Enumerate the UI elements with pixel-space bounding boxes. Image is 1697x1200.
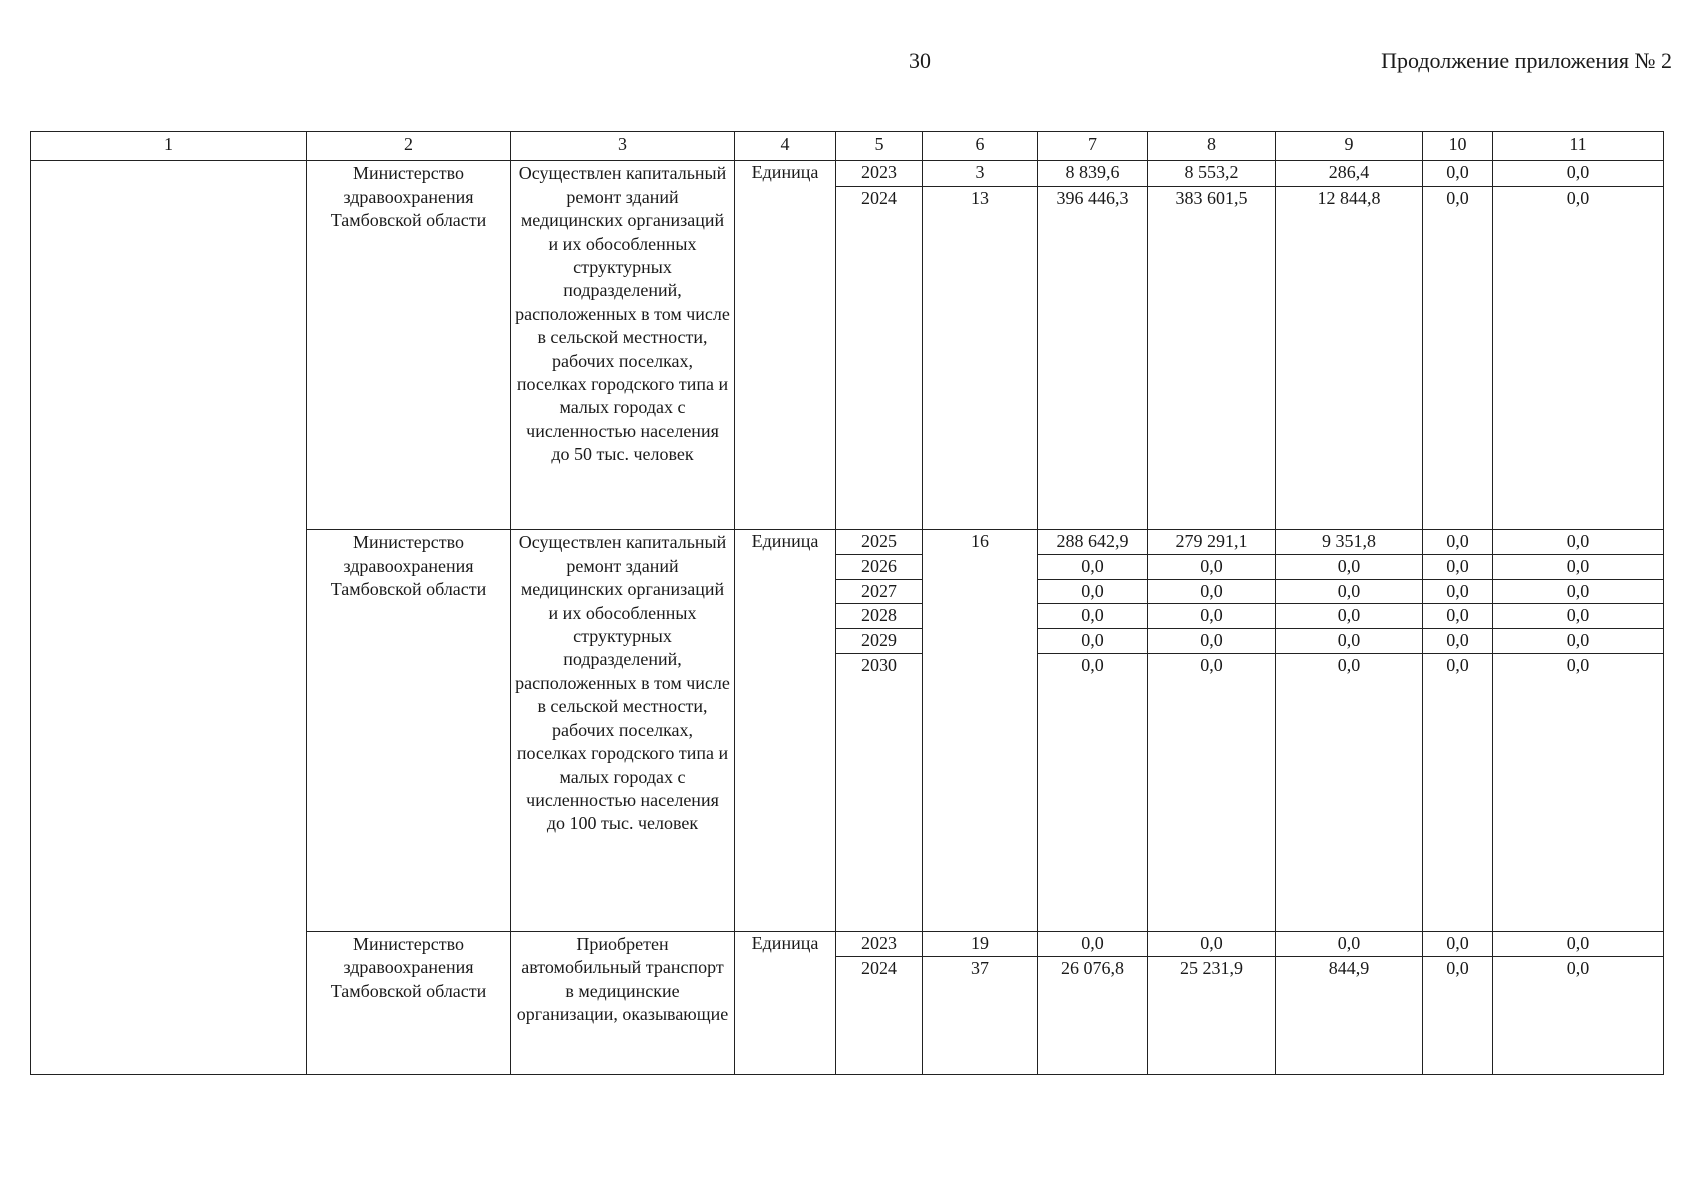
- value-cell-7: 0,0: [1038, 629, 1148, 654]
- count-cell: 37: [923, 956, 1038, 1074]
- year-cell: 2026: [836, 555, 923, 580]
- ministry-cell: Министерство здравоохранения Тамбовской области: [307, 931, 511, 1074]
- header-row: [31, 132, 1664, 161]
- value-cell-7: 8 839,6: [1038, 161, 1148, 186]
- value-cell-9: 0,0: [1276, 604, 1423, 629]
- value-cell-9: 0,0: [1276, 579, 1423, 604]
- header-cell: 2: [307, 132, 511, 161]
- value-cell-11: 0,0: [1493, 629, 1664, 654]
- value-cell-8: 0,0: [1148, 579, 1276, 604]
- value-cell-9: 286,4: [1276, 161, 1423, 186]
- value-cell-10: 0,0: [1423, 161, 1493, 186]
- header-cell: 11: [1493, 132, 1664, 161]
- header-cell: 8: [1148, 132, 1276, 161]
- value-cell-11: 0,0: [1493, 931, 1664, 956]
- header-cell: 9: [1276, 132, 1423, 161]
- page-number: 30: [909, 48, 931, 73]
- value-cell-11: 0,0: [1493, 530, 1664, 555]
- year-cell: 2030: [836, 653, 923, 931]
- value-cell-7: 0,0: [1038, 579, 1148, 604]
- header-cell: 3: [511, 132, 735, 161]
- value-cell-11: 0,0: [1493, 161, 1664, 186]
- ministry-cell: Министерство здравоохранения Тамбовской области: [307, 530, 511, 931]
- year-cell: 2024: [836, 186, 923, 530]
- value-cell-11: 0,0: [1493, 653, 1664, 931]
- unit-cell: Единица: [735, 931, 836, 1074]
- count-cell: 16: [923, 530, 1038, 931]
- count-cell: 3: [923, 161, 1038, 186]
- year-cell: 2023: [836, 161, 923, 186]
- value-cell-8: 0,0: [1148, 604, 1276, 629]
- value-cell-9: 0,0: [1276, 931, 1423, 956]
- value-cell-10: 0,0: [1423, 956, 1493, 1074]
- year-cell: 2028: [836, 604, 923, 629]
- value-cell-10: 0,0: [1423, 186, 1493, 530]
- appendix-table: [30, 131, 1664, 1075]
- year-cell: 2027: [836, 579, 923, 604]
- value-cell-8: 383 601,5: [1148, 186, 1276, 530]
- value-cell-9: 0,0: [1276, 555, 1423, 580]
- count-cell: 13: [923, 186, 1038, 530]
- header-cell: 4: [735, 132, 836, 161]
- header-cell: 6: [923, 132, 1038, 161]
- value-cell-9: 9 351,8: [1276, 530, 1423, 555]
- value-cell-8: 0,0: [1148, 629, 1276, 654]
- value-cell-7: 0,0: [1038, 653, 1148, 931]
- table-row: [31, 161, 1664, 186]
- value-cell-7: 0,0: [1038, 604, 1148, 629]
- value-cell-9: 12 844,8: [1276, 186, 1423, 530]
- value-cell-8: 0,0: [1148, 931, 1276, 956]
- unit-cell: Единица: [735, 161, 836, 530]
- description-cell: Приобретен автомобильный транспорт в медицинские организации, оказывающие: [511, 931, 735, 1074]
- count-cell: 19: [923, 931, 1038, 956]
- value-cell-7: 0,0: [1038, 555, 1148, 580]
- value-cell-9: 0,0: [1276, 629, 1423, 654]
- year-cell: 2024: [836, 956, 923, 1074]
- description-cell: Осуществлен капитальный ремонт зданий медицинских организаций и их обособленных структурных подразделений, расположенных в том числе в сельской местности, рабочих поселках, поселках городского типа и малых городах с численностью населения до 50 тыс. человек: [511, 161, 735, 530]
- value-cell-7: 0,0: [1038, 931, 1148, 956]
- value-cell-9: 844,9: [1276, 956, 1423, 1074]
- value-cell-11: 0,0: [1493, 604, 1664, 629]
- value-cell-10: 0,0: [1423, 931, 1493, 956]
- value-cell-10: 0,0: [1423, 653, 1493, 931]
- value-cell-10: 0,0: [1423, 579, 1493, 604]
- header-cell: 1: [31, 132, 307, 161]
- unit-cell: Единица: [735, 530, 836, 931]
- column-1-cell: [31, 161, 307, 1075]
- year-cell: 2025: [836, 530, 923, 555]
- value-cell-8: 25 231,9: [1148, 956, 1276, 1074]
- value-cell-11: 0,0: [1493, 956, 1664, 1074]
- value-cell-10: 0,0: [1423, 530, 1493, 555]
- value-cell-10: 0,0: [1423, 604, 1493, 629]
- value-cell-7: 26 076,8: [1038, 956, 1148, 1074]
- value-cell-11: 0,0: [1493, 555, 1664, 580]
- value-cell-7: 288 642,9: [1038, 530, 1148, 555]
- value-cell-9: 0,0: [1276, 653, 1423, 931]
- header-cell: 5: [836, 132, 923, 161]
- value-cell-10: 0,0: [1423, 555, 1493, 580]
- value-cell-8: 279 291,1: [1148, 530, 1276, 555]
- value-cell-7: 396 446,3: [1038, 186, 1148, 530]
- header-cell: 10: [1423, 132, 1493, 161]
- value-cell-11: 0,0: [1493, 579, 1664, 604]
- year-cell: 2029: [836, 629, 923, 654]
- appendix-title: Продолжение приложения № 2: [1381, 48, 1672, 73]
- header-cell: 7: [1038, 132, 1148, 161]
- description-cell: Осуществлен капитальный ремонт зданий медицинских организаций и их обособленных структурных подразделений, расположенных в том числе в сельской местности, рабочих поселках, поселках городского типа и малых городах с численностью населения до 100 тыс. человек: [511, 530, 735, 931]
- value-cell-8: 0,0: [1148, 653, 1276, 931]
- value-cell-10: 0,0: [1423, 629, 1493, 654]
- ministry-cell: Министерство здравоохранения Тамбовской области: [307, 161, 511, 530]
- value-cell-8: 0,0: [1148, 555, 1276, 580]
- value-cell-8: 8 553,2: [1148, 161, 1276, 186]
- year-cell: 2023: [836, 931, 923, 956]
- value-cell-11: 0,0: [1493, 186, 1664, 530]
